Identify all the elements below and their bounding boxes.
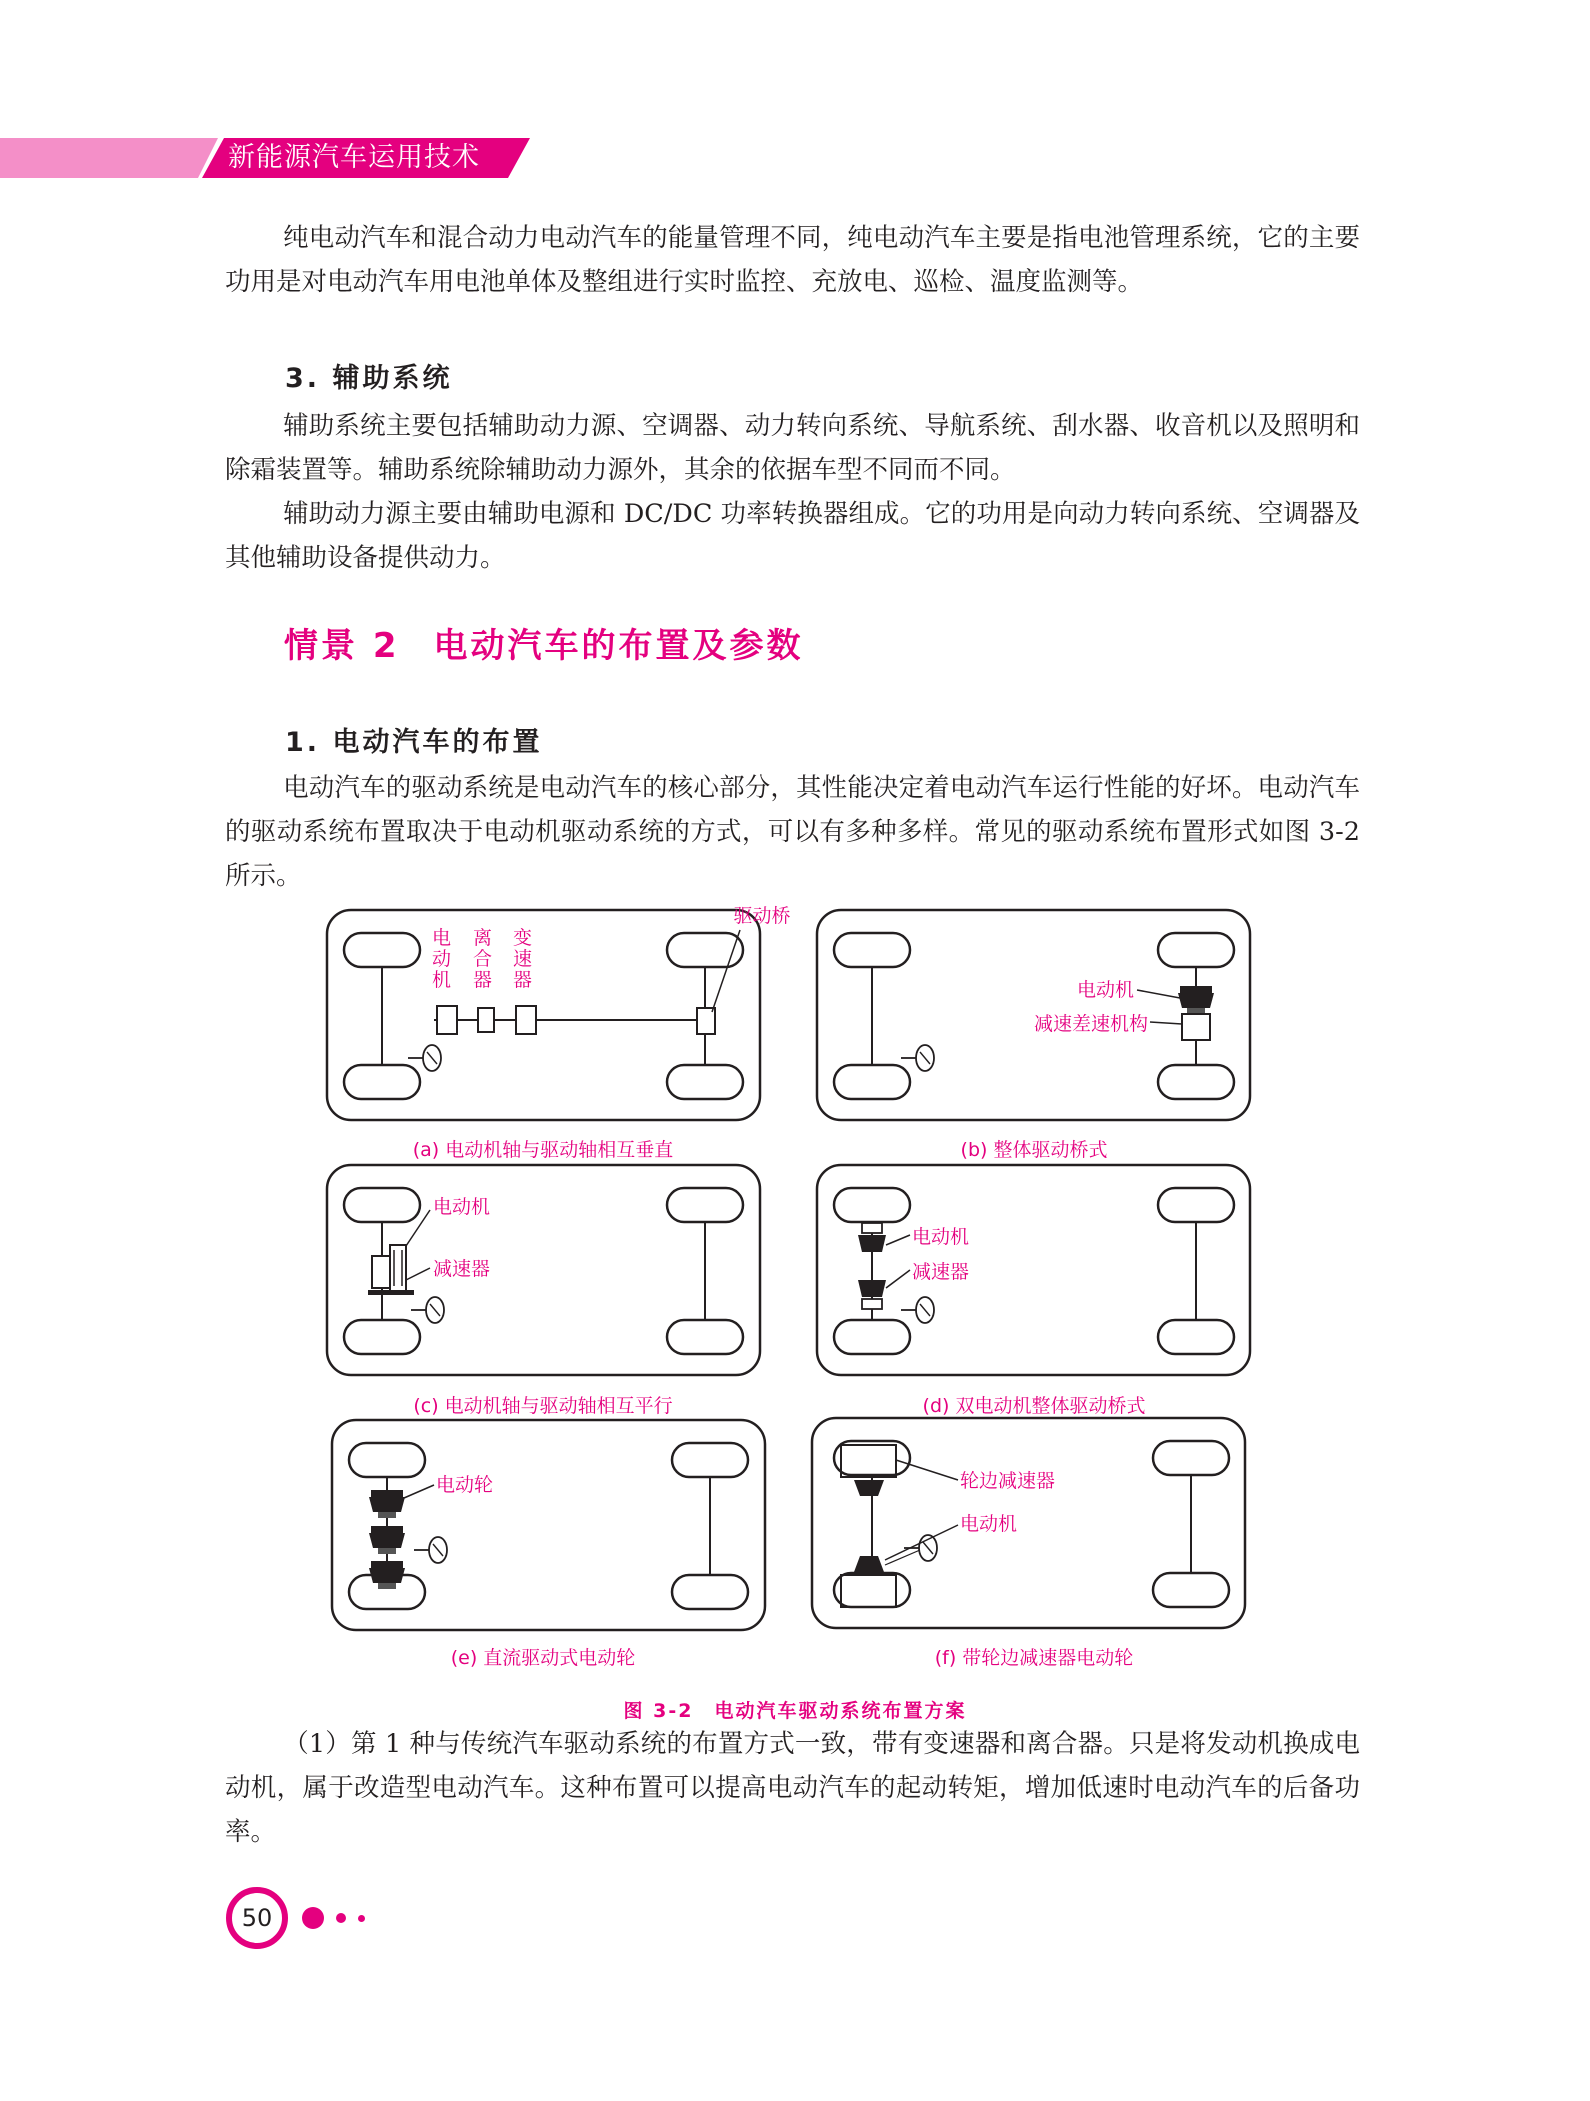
caption-panel-a: (a) 电动机轴与驱动轴相互垂直	[412, 1139, 674, 1161]
paragraph-auxiliary-system: 辅助系统主要包括辅助动力源、空调器、动力转向系统、导航系统、刮水器、收音机以及照明和除霜装置等。辅助系统除辅助动力源外，其余的依据车型不同而不同。	[225, 411, 1360, 485]
panel-e	[332, 1420, 765, 1669]
panel-c	[327, 1165, 760, 1417]
heading-auxiliary-system: 3. 辅助系统	[285, 363, 453, 394]
label-wheel-e: 电动轮	[436, 1474, 494, 1496]
label-motor-b: 电动机	[1076, 979, 1134, 1001]
label-reducer-c: 减速器	[433, 1258, 491, 1280]
page-number: 50	[226, 1887, 288, 1949]
label-motor-c: 电动机	[433, 1196, 491, 1218]
label-clutch-v: 离合器	[473, 927, 493, 991]
paragraph-battery-management: 纯电动汽车和混合动力电动汽车的能量管理不同，纯电动汽车主要是指电池管理系统，它的主要功用是对电动汽车用电池单体及整组进行实时监控、充放电、巡检、温度监测等。	[225, 223, 1360, 297]
footer-dot-large	[302, 1907, 324, 1929]
paragraph-layout-1: （1）第 1 种与传统汽车驱动系统的布置方式一致，带有变速器和离合器。只是将发动机换成电动机，属于改造型电动汽车。这种布置可以提高电动汽车的起动转矩，增加低速时电动汽车的后备功率。	[225, 1729, 1360, 1847]
panel-d	[817, 1165, 1250, 1417]
label-motor-v: 电动机	[432, 927, 452, 991]
footer-dot-small	[358, 1915, 365, 1922]
panel-f	[812, 1418, 1245, 1669]
label-motor-f: 电动机	[960, 1513, 1018, 1535]
label-gearbox-v: 变速器	[513, 927, 533, 991]
heading-ev-layout: 1. 电动汽车的布置	[285, 727, 543, 758]
figure-drive-layouts	[320, 900, 1255, 1682]
running-header-title: 新能源汽车运用技术	[228, 142, 480, 173]
label-reducer-b: 减速差速机构	[1033, 1013, 1148, 1035]
label-hub-reducer-f: 轮边减速器	[960, 1470, 1056, 1492]
caption-panel-d: (d) 双电动机整体驱动桥式	[922, 1395, 1146, 1417]
section-heading: 情景 2 电动汽车的布置及参数	[284, 626, 804, 666]
caption-panel-c: (c) 电动机轴与驱动轴相互平行	[413, 1395, 673, 1417]
caption-panel-b: (b) 整体驱动桥式	[960, 1139, 1108, 1161]
figure-caption: 图 3-2 电动汽车驱动系统布置方案	[623, 1700, 967, 1722]
caption-panel-e: (e) 直流驱动式电动轮	[450, 1647, 636, 1669]
label-drive-axle: 驱动桥	[733, 905, 791, 927]
paragraph-drive-system: 电动汽车的驱动系统是电动汽车的核心部分，其性能决定着电动汽车运行性能的好坏。电动汽车的驱动系统布置取决于电动机驱动系统的方式，可以有多种多样。常见的驱动系统布置形式如图 3-2 所示。	[225, 773, 1360, 891]
label-reducer-d: 减速器	[912, 1261, 970, 1283]
caption-panel-f: (f) 带轮边减速器电动轮	[934, 1647, 1134, 1669]
panel-b	[817, 910, 1250, 1161]
panel-a	[327, 905, 791, 1161]
paragraph-auxiliary-power: 辅助动力源主要由辅助电源和 DC/DC 功率转换器组成。它的功用是向动力转向系统、空调器及其他辅助设备提供动力。	[225, 499, 1360, 573]
label-motor-d: 电动机	[912, 1226, 970, 1248]
footer-dot-medium	[336, 1913, 346, 1923]
